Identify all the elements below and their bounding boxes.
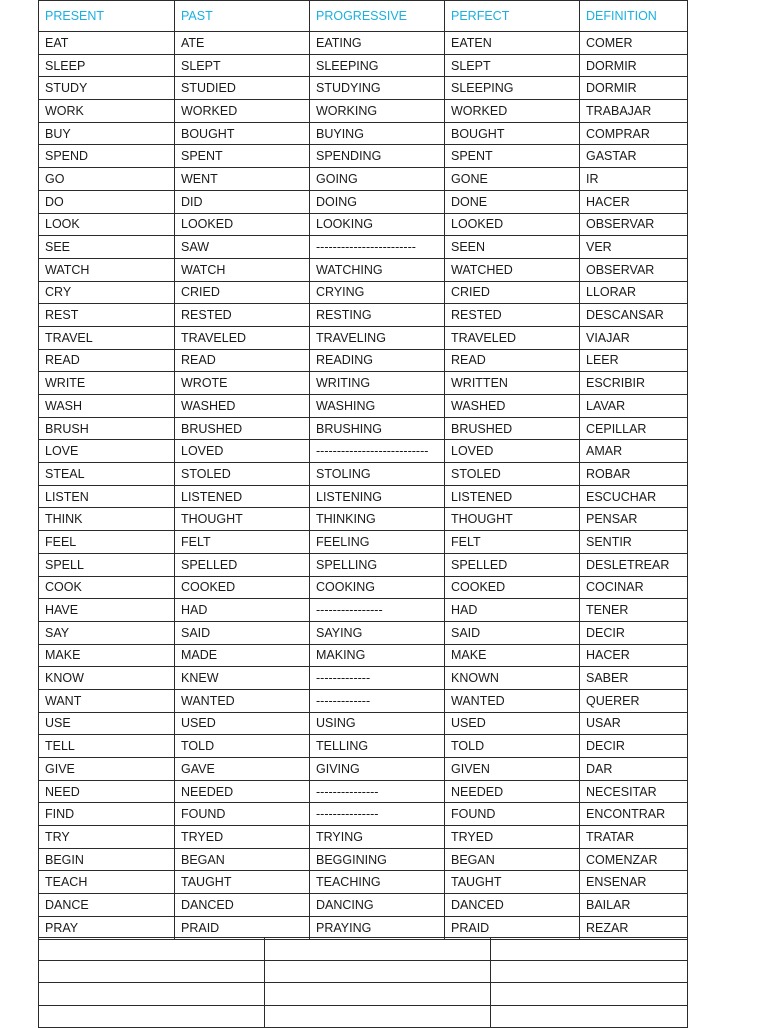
table-body [39, 32, 688, 940]
cell-past: FELT [175, 531, 310, 554]
table-row [39, 54, 688, 77]
cell-progressive: --------------- [310, 780, 445, 803]
blank-cell [265, 1005, 491, 1028]
table-row [39, 326, 688, 349]
cell-perfect: WRITTEN [445, 372, 580, 395]
cell-progressive: ---------------- [310, 599, 445, 622]
cell-progressive: THINKING [310, 508, 445, 531]
cell-past: HAD [175, 599, 310, 622]
cell-past: WENT [175, 168, 310, 191]
verb-conjugation-table [38, 0, 688, 940]
cell-perfect: SPELLED [445, 553, 580, 576]
cell-progressive: DANCING [310, 894, 445, 917]
cell-progressive: READING [310, 349, 445, 372]
header-present: PRESENT [39, 1, 175, 32]
cell-present: STUDY [39, 77, 175, 100]
cell-past: TRYED [175, 826, 310, 849]
table-row [39, 236, 688, 259]
table-row [39, 122, 688, 145]
blank-cell [491, 1005, 688, 1028]
cell-definition: SENTIR [580, 531, 688, 554]
blank-cell [39, 983, 265, 1006]
table-row [39, 599, 688, 622]
cell-definition: COMER [580, 32, 688, 55]
cell-present: WATCH [39, 258, 175, 281]
cell-definition: DECIR [580, 735, 688, 758]
table-row [39, 32, 688, 55]
cell-present: DO [39, 190, 175, 213]
cell-perfect: SLEEPING [445, 77, 580, 100]
cell-perfect: MAKE [445, 644, 580, 667]
blank-cell [39, 960, 265, 983]
cell-progressive: USING [310, 712, 445, 735]
cell-perfect: GONE [445, 168, 580, 191]
cell-present: DANCE [39, 894, 175, 917]
cell-definition: HACER [580, 644, 688, 667]
cell-progressive: WATCHING [310, 258, 445, 281]
cell-definition: ESCRIBIR [580, 372, 688, 395]
cell-present: SPEND [39, 145, 175, 168]
cell-present: BEGIN [39, 848, 175, 871]
table-row [39, 440, 688, 463]
cell-progressive: TEACHING [310, 871, 445, 894]
table-row [39, 621, 688, 644]
cell-perfect: DANCED [445, 894, 580, 917]
cell-definition: BAILAR [580, 894, 688, 917]
cell-definition: LAVAR [580, 395, 688, 418]
cell-progressive: LOOKING [310, 213, 445, 236]
cell-progressive: ------------- [310, 667, 445, 690]
cell-progressive: MAKING [310, 644, 445, 667]
table-row [39, 395, 688, 418]
cell-progressive: DOING [310, 190, 445, 213]
cell-perfect: BEGAN [445, 848, 580, 871]
cell-past: WATCH [175, 258, 310, 281]
cell-progressive: COOKING [310, 576, 445, 599]
cell-progressive: BRUSHING [310, 417, 445, 440]
cell-definition: AMAR [580, 440, 688, 463]
cell-present: GIVE [39, 758, 175, 781]
header-definition: DEFINITION [580, 1, 688, 32]
cell-present: MAKE [39, 644, 175, 667]
cell-present: LISTEN [39, 485, 175, 508]
cell-present: GO [39, 168, 175, 191]
cell-present: HAVE [39, 599, 175, 622]
cell-present: EAT [39, 32, 175, 55]
cell-definition: USAR [580, 712, 688, 735]
cell-progressive: TRAVELING [310, 326, 445, 349]
table-row [39, 281, 688, 304]
cell-present: WASH [39, 395, 175, 418]
cell-perfect: BOUGHT [445, 122, 580, 145]
table-row [39, 145, 688, 168]
blank-table-body [39, 938, 688, 1028]
blank-cell [265, 983, 491, 1006]
cell-present: BUY [39, 122, 175, 145]
cell-progressive: WASHING [310, 395, 445, 418]
cell-progressive: FEELING [310, 531, 445, 554]
cell-past: MADE [175, 644, 310, 667]
cell-past: WASHED [175, 395, 310, 418]
cell-present: TELL [39, 735, 175, 758]
cell-definition: NECESITAR [580, 780, 688, 803]
cell-present: USE [39, 712, 175, 735]
table-row [39, 916, 688, 939]
table-row [39, 349, 688, 372]
cell-progressive: --------------------------- [310, 440, 445, 463]
cell-past: READ [175, 349, 310, 372]
cell-past: TAUGHT [175, 871, 310, 894]
cell-perfect: READ [445, 349, 580, 372]
cell-past: COOKED [175, 576, 310, 599]
table-row [39, 372, 688, 395]
table-row [39, 667, 688, 690]
header-progressive: PROGRESSIVE [310, 1, 445, 32]
table-row [39, 735, 688, 758]
cell-perfect: DONE [445, 190, 580, 213]
cell-past: BOUGHT [175, 122, 310, 145]
table-row [39, 871, 688, 894]
cell-perfect: TRYED [445, 826, 580, 849]
cell-progressive: STOLING [310, 463, 445, 486]
cell-past: ATE [175, 32, 310, 55]
cell-definition: LEER [580, 349, 688, 372]
blank-cell [265, 960, 491, 983]
cell-definition: PENSAR [580, 508, 688, 531]
cell-progressive: --------------- [310, 803, 445, 826]
cell-progressive: SLEEPING [310, 54, 445, 77]
cell-past: TOLD [175, 735, 310, 758]
cell-progressive: BUYING [310, 122, 445, 145]
cell-present: LOOK [39, 213, 175, 236]
cell-progressive: TRYING [310, 826, 445, 849]
cell-perfect: LOVED [445, 440, 580, 463]
cell-present: BRUSH [39, 417, 175, 440]
cell-present: WRITE [39, 372, 175, 395]
cell-definition: OBSERVAR [580, 213, 688, 236]
table-row [39, 508, 688, 531]
cell-past: BEGAN [175, 848, 310, 871]
cell-definition: ROBAR [580, 463, 688, 486]
table-row [39, 463, 688, 486]
table-row [39, 531, 688, 554]
cell-present: WANT [39, 689, 175, 712]
cell-past: PRAID [175, 916, 310, 939]
cell-definition: VIAJAR [580, 326, 688, 349]
cell-definition: ESCUCHAR [580, 485, 688, 508]
cell-present: SPELL [39, 553, 175, 576]
cell-past: WANTED [175, 689, 310, 712]
cell-present: FIND [39, 803, 175, 826]
cell-present: LOVE [39, 440, 175, 463]
cell-progressive: SPELLING [310, 553, 445, 576]
cell-past: SLEPT [175, 54, 310, 77]
table-row [39, 100, 688, 123]
cell-progressive: LISTENING [310, 485, 445, 508]
cell-definition: VER [580, 236, 688, 259]
cell-perfect: FELT [445, 531, 580, 554]
table-row [39, 304, 688, 327]
blank-cell [265, 938, 491, 961]
cell-perfect: CRIED [445, 281, 580, 304]
cell-progressive: CRYING [310, 281, 445, 304]
cell-definition: QUERER [580, 689, 688, 712]
cell-present: SEE [39, 236, 175, 259]
cell-definition: TRABAJAR [580, 100, 688, 123]
cell-definition: DECIR [580, 621, 688, 644]
cell-past: STOLED [175, 463, 310, 486]
cell-past: STUDIED [175, 77, 310, 100]
cell-perfect: THOUGHT [445, 508, 580, 531]
cell-definition: ENSENAR [580, 871, 688, 894]
cell-past: THOUGHT [175, 508, 310, 531]
table-row [39, 780, 688, 803]
cell-past: SPELLED [175, 553, 310, 576]
cell-past: BRUSHED [175, 417, 310, 440]
cell-perfect: PRAID [445, 916, 580, 939]
cell-perfect: TRAVELED [445, 326, 580, 349]
cell-present: KNOW [39, 667, 175, 690]
cell-present: TRAVEL [39, 326, 175, 349]
cell-definition: DESLETREAR [580, 553, 688, 576]
cell-perfect: TOLD [445, 735, 580, 758]
table-row [39, 894, 688, 917]
cell-definition: OBSERVAR [580, 258, 688, 281]
cell-definition: TENER [580, 599, 688, 622]
cell-perfect: SPENT [445, 145, 580, 168]
cell-definition: SABER [580, 667, 688, 690]
cell-progressive: WORKING [310, 100, 445, 123]
cell-perfect: HAD [445, 599, 580, 622]
cell-definition: COCINAR [580, 576, 688, 599]
cell-definition: COMENZAR [580, 848, 688, 871]
table-row [39, 485, 688, 508]
cell-present: NEED [39, 780, 175, 803]
cell-perfect: TAUGHT [445, 871, 580, 894]
table-header-row [39, 1, 688, 32]
cell-past: GAVE [175, 758, 310, 781]
blank-cell [39, 938, 265, 961]
table-row [39, 848, 688, 871]
cell-past: SAID [175, 621, 310, 644]
cell-definition: DORMIR [580, 77, 688, 100]
cell-past: SPENT [175, 145, 310, 168]
cell-perfect: USED [445, 712, 580, 735]
cell-present: CRY [39, 281, 175, 304]
cell-perfect: WANTED [445, 689, 580, 712]
cell-definition: CEPILLAR [580, 417, 688, 440]
table-row [39, 417, 688, 440]
cell-definition: LLORAR [580, 281, 688, 304]
cell-present: COOK [39, 576, 175, 599]
cell-past: DANCED [175, 894, 310, 917]
cell-progressive: TELLING [310, 735, 445, 758]
cell-perfect: NEEDED [445, 780, 580, 803]
cell-progressive: GIVING [310, 758, 445, 781]
blank-cell [491, 983, 688, 1006]
cell-progressive: SPENDING [310, 145, 445, 168]
table-row [39, 258, 688, 281]
cell-perfect: STOLED [445, 463, 580, 486]
table-row [39, 644, 688, 667]
cell-progressive: SAYING [310, 621, 445, 644]
cell-present: REST [39, 304, 175, 327]
cell-past: FOUND [175, 803, 310, 826]
cell-definition: TRATAR [580, 826, 688, 849]
cell-past: NEEDED [175, 780, 310, 803]
header-past: PAST [175, 1, 310, 32]
cell-definition: DORMIR [580, 54, 688, 77]
blank-table [38, 937, 688, 1028]
cell-progressive: ------------- [310, 689, 445, 712]
cell-present: THINK [39, 508, 175, 531]
cell-definition: COMPRAR [580, 122, 688, 145]
table-row [39, 712, 688, 735]
cell-perfect: LOOKED [445, 213, 580, 236]
cell-progressive: PRAYING [310, 916, 445, 939]
blank-row [39, 1005, 688, 1028]
cell-present: WORK [39, 100, 175, 123]
cell-definition: REZAR [580, 916, 688, 939]
table-row [39, 803, 688, 826]
cell-definition: IR [580, 168, 688, 191]
cell-past: CRIED [175, 281, 310, 304]
blank-row [39, 938, 688, 961]
header-perfect: PERFECT [445, 1, 580, 32]
cell-perfect: GIVEN [445, 758, 580, 781]
cell-perfect: WASHED [445, 395, 580, 418]
cell-present: TEACH [39, 871, 175, 894]
cell-past: WROTE [175, 372, 310, 395]
cell-definition: ENCONTRAR [580, 803, 688, 826]
table-row [39, 77, 688, 100]
cell-past: DID [175, 190, 310, 213]
cell-progressive: GOING [310, 168, 445, 191]
cell-present: SAY [39, 621, 175, 644]
cell-perfect: BRUSHED [445, 417, 580, 440]
cell-perfect: WATCHED [445, 258, 580, 281]
table-row [39, 553, 688, 576]
blank-row [39, 960, 688, 983]
cell-past: RESTED [175, 304, 310, 327]
cell-progressive: BEGGINING [310, 848, 445, 871]
cell-perfect: COOKED [445, 576, 580, 599]
cell-past: LOVED [175, 440, 310, 463]
cell-progressive: WRITING [310, 372, 445, 395]
cell-perfect: SAID [445, 621, 580, 644]
cell-perfect: FOUND [445, 803, 580, 826]
blank-cell [491, 938, 688, 961]
blank-row [39, 983, 688, 1006]
cell-past: TRAVELED [175, 326, 310, 349]
cell-present: SLEEP [39, 54, 175, 77]
cell-past: WORKED [175, 100, 310, 123]
table-row [39, 826, 688, 849]
cell-present: PRAY [39, 916, 175, 939]
cell-present: READ [39, 349, 175, 372]
cell-perfect: RESTED [445, 304, 580, 327]
cell-past: USED [175, 712, 310, 735]
cell-past: LOOKED [175, 213, 310, 236]
cell-past: KNEW [175, 667, 310, 690]
cell-perfect: WORKED [445, 100, 580, 123]
cell-progressive: RESTING [310, 304, 445, 327]
table-row [39, 758, 688, 781]
table-row [39, 576, 688, 599]
cell-perfect: SEEN [445, 236, 580, 259]
table-row [39, 213, 688, 236]
cell-definition: DAR [580, 758, 688, 781]
cell-present: STEAL [39, 463, 175, 486]
table-row [39, 190, 688, 213]
table-row [39, 689, 688, 712]
cell-progressive: STUDYING [310, 77, 445, 100]
cell-progressive: EATING [310, 32, 445, 55]
blank-cell [39, 1005, 265, 1028]
cell-perfect: KNOWN [445, 667, 580, 690]
cell-progressive: ------------------------ [310, 236, 445, 259]
cell-definition: HACER [580, 190, 688, 213]
cell-past: SAW [175, 236, 310, 259]
cell-present: TRY [39, 826, 175, 849]
cell-past: LISTENED [175, 485, 310, 508]
table-row [39, 168, 688, 191]
cell-definition: GASTAR [580, 145, 688, 168]
cell-perfect: SLEPT [445, 54, 580, 77]
cell-perfect: LISTENED [445, 485, 580, 508]
cell-present: FEEL [39, 531, 175, 554]
cell-definition: DESCANSAR [580, 304, 688, 327]
cell-perfect: EATEN [445, 32, 580, 55]
blank-cell [491, 960, 688, 983]
